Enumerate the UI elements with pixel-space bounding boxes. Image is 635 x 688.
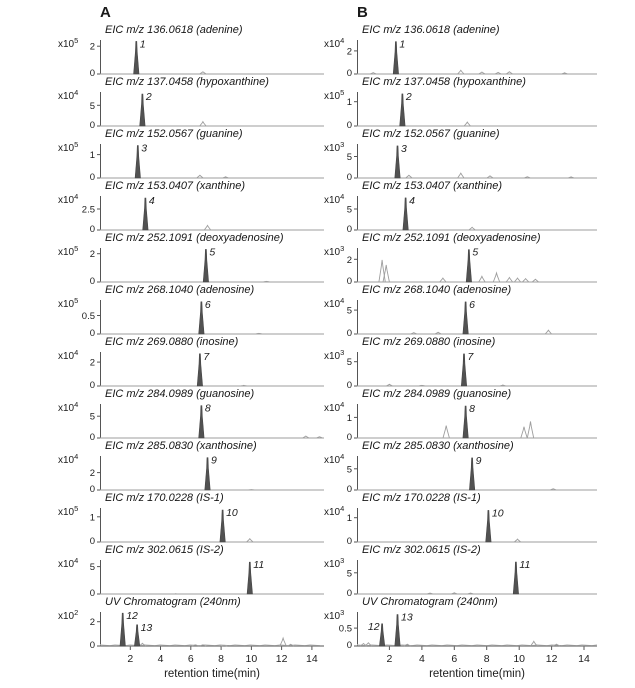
peak-number: 9 bbox=[211, 454, 217, 467]
x-tick-label: 4 bbox=[418, 653, 425, 665]
panel-plot bbox=[324, 141, 597, 180]
y-tick-label: 5 bbox=[346, 357, 352, 369]
peak-number: 2 bbox=[145, 91, 152, 104]
panel-plot bbox=[324, 609, 597, 648]
y-zero-label: 0 bbox=[89, 172, 95, 180]
y-scale-label: $x10^5$ bbox=[58, 37, 79, 50]
panel-title: EIC m/z 269.0880 (inosine) bbox=[362, 336, 496, 348]
peak bbox=[134, 625, 139, 646]
peak-number: 4 bbox=[409, 194, 415, 207]
panel-plot bbox=[58, 297, 324, 336]
peak-number: 11 bbox=[519, 559, 531, 572]
noise-peak bbox=[514, 278, 520, 282]
y-zero-label: 0 bbox=[89, 68, 95, 76]
chromatogram-panel bbox=[58, 24, 324, 76]
x-axis-block bbox=[324, 646, 597, 682]
chromatogram-panel bbox=[58, 544, 324, 596]
panel-title: EIC m/z 284.0989 (guanosine) bbox=[362, 388, 512, 400]
panel-plot bbox=[324, 505, 597, 544]
y-zero-label: 0 bbox=[346, 536, 352, 544]
peak-number: 13 bbox=[401, 611, 413, 624]
y-zero-label: 0 bbox=[346, 224, 352, 232]
y-zero-label: 0 bbox=[89, 224, 95, 232]
peak bbox=[247, 562, 252, 594]
chromatogram-panel bbox=[324, 284, 597, 336]
noise-peak bbox=[440, 278, 446, 282]
peak-number: 5 bbox=[472, 246, 479, 259]
panel-plot bbox=[324, 37, 597, 76]
x-tick-label: 6 bbox=[187, 653, 194, 665]
panel-plot bbox=[58, 245, 324, 284]
chromatogram-panel bbox=[58, 284, 324, 336]
y-tick-label: 0.5 bbox=[338, 623, 352, 635]
peak-number: 2 bbox=[405, 90, 412, 103]
y-scale-label: $x10^3$ bbox=[324, 557, 345, 570]
noise-peak bbox=[506, 278, 512, 283]
y-scale-label: $x10^5$ bbox=[58, 141, 79, 154]
peak bbox=[203, 249, 208, 282]
x-tick-label: 14 bbox=[306, 653, 318, 665]
y-tick-label: 2 bbox=[89, 41, 95, 53]
y-zero-label: 0 bbox=[346, 640, 352, 648]
y-zero-label: 0 bbox=[89, 588, 95, 596]
y-tick-label: 5 bbox=[89, 411, 95, 423]
panel-title: EIC m/z 152.0567 (guanine) bbox=[105, 128, 243, 140]
peak-number: 4 bbox=[148, 195, 155, 208]
panel-title: EIC m/z 153.0407 (xanthine) bbox=[362, 180, 503, 192]
peak bbox=[135, 146, 140, 178]
noise-peak bbox=[527, 422, 533, 439]
peak-number: 13 bbox=[140, 621, 153, 634]
peak bbox=[120, 613, 125, 646]
chromatogram-panel bbox=[58, 128, 324, 180]
panel-title: EIC m/z 268.1040 (adenosine) bbox=[362, 284, 512, 296]
chromatogram-panel bbox=[324, 388, 597, 440]
x-tick-label: 2 bbox=[127, 653, 134, 665]
panel-title: EIC m/z 268.1040 (adenosine) bbox=[105, 284, 255, 296]
panel-title: UV Chromatogram (240nm) bbox=[362, 596, 498, 608]
y-zero-label: 0 bbox=[89, 484, 95, 492]
chromatogram-panel bbox=[324, 596, 597, 648]
noise-peak bbox=[458, 70, 464, 74]
panel-plot bbox=[58, 193, 324, 232]
noise-peak bbox=[458, 173, 464, 178]
chromatogram-panel bbox=[324, 336, 597, 388]
panel-plot bbox=[324, 193, 597, 232]
y-zero-label: 0 bbox=[346, 432, 352, 440]
x-tick-label: 4 bbox=[157, 653, 164, 665]
y-tick-label: 2 bbox=[89, 249, 95, 261]
panel-plot bbox=[324, 297, 597, 336]
chromatogram-panel bbox=[324, 440, 597, 492]
chromatogram-panel bbox=[58, 492, 324, 544]
y-tick-label: 5 bbox=[346, 464, 352, 476]
y-tick-label: 5 bbox=[346, 305, 352, 317]
y-tick-label: 1 bbox=[346, 513, 352, 525]
y-zero-label: 0 bbox=[346, 484, 352, 492]
y-scale-label: $x10^4$ bbox=[324, 401, 345, 414]
y-zero-label: 0 bbox=[346, 328, 352, 336]
x-tick-label: 2 bbox=[386, 653, 393, 665]
x-axis bbox=[58, 646, 324, 682]
peak bbox=[143, 198, 148, 230]
column-a bbox=[58, 4, 324, 682]
y-zero-label: 0 bbox=[89, 328, 95, 336]
peak bbox=[393, 42, 398, 74]
chromatogram-panel bbox=[324, 232, 597, 284]
peak-number: 3 bbox=[141, 142, 148, 155]
panel-title: EIC m/z 285.0830 (xanthosine) bbox=[362, 440, 514, 452]
chromatogram-panel bbox=[58, 336, 324, 388]
y-tick-label: 1 bbox=[346, 97, 352, 109]
panel-plot bbox=[324, 89, 597, 128]
y-zero-label: 0 bbox=[346, 120, 352, 128]
y-tick-label: 5 bbox=[89, 562, 95, 574]
panel-title: EIC m/z 136.0618 (adenine) bbox=[362, 24, 500, 36]
panel-title: EIC m/z 302.0615 (IS-2) bbox=[105, 544, 224, 556]
peak-number: 1 bbox=[139, 38, 146, 51]
chromatogram-panel bbox=[324, 128, 597, 180]
y-scale-label: $x10^4$ bbox=[324, 37, 345, 50]
peak bbox=[379, 624, 384, 646]
y-zero-label: 0 bbox=[89, 536, 95, 544]
peak-number: 12 bbox=[126, 610, 138, 623]
noise-peak bbox=[479, 276, 485, 282]
noise-peak bbox=[493, 273, 499, 282]
noise-peak bbox=[521, 427, 527, 438]
y-scale-label: $x10^5$ bbox=[58, 245, 79, 258]
y-tick-label: 5 bbox=[89, 100, 95, 112]
y-zero-label: 0 bbox=[346, 588, 352, 596]
peak bbox=[140, 94, 145, 126]
x-tick-label: 12 bbox=[545, 653, 558, 665]
y-scale-label: $x10^3$ bbox=[324, 245, 345, 258]
x-tick-label: 10 bbox=[513, 653, 526, 665]
y-scale-label: $x10^5$ bbox=[58, 297, 79, 310]
column-label: B bbox=[357, 4, 368, 21]
y-scale-label: $x10^3$ bbox=[324, 609, 345, 622]
y-scale-label: $x10^4$ bbox=[324, 505, 345, 518]
panel-plot bbox=[58, 89, 324, 128]
peak bbox=[486, 510, 491, 542]
y-scale-label: $x10^4$ bbox=[58, 557, 79, 570]
x-tick-label: 10 bbox=[245, 653, 258, 665]
x-axis-title: retention time(min) bbox=[429, 668, 525, 680]
y-scale-label: $x10^4$ bbox=[324, 297, 345, 310]
peak-number: 8 bbox=[204, 402, 211, 415]
noise-peak bbox=[443, 426, 449, 438]
y-tick-label: 2 bbox=[89, 617, 95, 629]
noise-peak bbox=[379, 260, 385, 282]
chromatogram-panel bbox=[324, 544, 597, 596]
y-tick-label: 5 bbox=[346, 204, 352, 216]
panel-plot bbox=[324, 557, 597, 596]
peak bbox=[197, 354, 202, 386]
y-scale-label: $x10^4$ bbox=[58, 349, 79, 362]
column-b bbox=[324, 4, 597, 682]
peak bbox=[463, 302, 468, 334]
panel-plot bbox=[324, 349, 597, 388]
y-zero-label: 0 bbox=[89, 120, 95, 128]
panel-plot bbox=[58, 37, 324, 76]
panel-title: EIC m/z 137.0458 (hypoxanthine) bbox=[362, 76, 526, 88]
y-scale-label: $x10^2$ bbox=[58, 609, 79, 622]
panel-title: EIC m/z 252.1091 (deoxyadenosine) bbox=[362, 232, 541, 244]
y-tick-label: 2 bbox=[89, 357, 95, 369]
peak bbox=[466, 250, 471, 282]
y-tick-label: 5 bbox=[346, 568, 352, 580]
peak-number: 7 bbox=[467, 350, 474, 363]
panel-plot bbox=[58, 141, 324, 180]
panel-title: EIC m/z 284.0989 (guanosine) bbox=[105, 388, 255, 400]
peak-number: 12 bbox=[367, 620, 380, 633]
panel-plot bbox=[58, 401, 324, 440]
chromatogram-panel bbox=[58, 232, 324, 284]
peak-number: 10 bbox=[226, 507, 238, 519]
y-scale-label: $x10^4$ bbox=[324, 193, 345, 206]
peak bbox=[513, 562, 518, 594]
noise-peak bbox=[545, 330, 551, 334]
y-scale-label: $x10^4$ bbox=[58, 453, 79, 466]
panel-title: EIC m/z 170.0228 (IS-1) bbox=[105, 492, 224, 504]
panel-title: EIC m/z 252.1091 (deoxyadenosine) bbox=[105, 232, 284, 244]
y-zero-label: 0 bbox=[89, 640, 95, 648]
y-zero-label: 0 bbox=[346, 68, 352, 76]
y-zero-label: 0 bbox=[346, 276, 352, 284]
panel-title: EIC m/z 269.0880 (inosine) bbox=[105, 336, 239, 348]
x-tick-label: 8 bbox=[483, 653, 490, 665]
peak-number: 10 bbox=[491, 507, 504, 520]
noise-peak bbox=[522, 279, 528, 282]
chromatogram-panel bbox=[58, 388, 324, 440]
panel-title: EIC m/z 170.0228 (IS-1) bbox=[362, 492, 481, 504]
y-zero-label: 0 bbox=[346, 172, 352, 180]
panel-title: UV Chromatogram (240nm) bbox=[105, 596, 241, 608]
peak bbox=[400, 94, 405, 126]
peak bbox=[395, 615, 400, 647]
panel-plot bbox=[324, 401, 597, 440]
peak-number: 5 bbox=[209, 246, 216, 259]
panel-plot bbox=[58, 453, 324, 492]
chromatogram-panel bbox=[58, 596, 324, 648]
chromatogram-panel bbox=[58, 440, 324, 492]
peak-number: 1 bbox=[399, 38, 406, 51]
peak-number: 7 bbox=[203, 350, 210, 363]
peak-number: 9 bbox=[475, 454, 482, 467]
panel-title: EIC m/z 285.0830 (xanthosine) bbox=[105, 440, 257, 452]
y-zero-label: 0 bbox=[89, 276, 95, 284]
y-tick-label: 0.5 bbox=[81, 311, 95, 322]
y-tick-label: 1 bbox=[89, 150, 95, 162]
y-scale-label: $x10^5$ bbox=[58, 505, 79, 518]
peak bbox=[395, 146, 400, 178]
x-tick-label: 8 bbox=[218, 653, 225, 665]
chromatogram-panel bbox=[324, 76, 597, 128]
y-zero-label: 0 bbox=[89, 432, 95, 440]
panel-title: EIC m/z 152.0567 (guanine) bbox=[362, 128, 500, 140]
panel-title: EIC m/z 136.0618 (adenine) bbox=[105, 24, 243, 36]
y-tick-label: 2 bbox=[346, 254, 352, 266]
y-tick-label: 1 bbox=[346, 412, 352, 424]
y-scale-label: $x10^4$ bbox=[58, 89, 79, 102]
panel-title: EIC m/z 302.0615 (IS-2) bbox=[362, 544, 481, 556]
y-scale-label: $x10^4$ bbox=[58, 193, 79, 206]
y-tick-label: 2.5 bbox=[81, 204, 95, 216]
peak-number: 8 bbox=[469, 403, 475, 416]
y-scale-label: $x10^4$ bbox=[324, 453, 345, 466]
chromatogram-panel bbox=[324, 492, 597, 544]
panel-plot bbox=[58, 505, 324, 544]
x-tick-label: 12 bbox=[275, 653, 288, 665]
y-scale-label: $x10^4$ bbox=[58, 401, 79, 414]
panel-title: EIC m/z 137.0458 (hypoxanthine) bbox=[105, 76, 269, 88]
peak bbox=[403, 198, 408, 230]
peak-number: 11 bbox=[253, 559, 265, 572]
y-zero-label: 0 bbox=[346, 380, 352, 388]
y-tick-label: 5 bbox=[346, 152, 352, 163]
panel-plot bbox=[58, 609, 324, 648]
x-axis-title: retention time(min) bbox=[164, 668, 260, 680]
x-tick-label: 14 bbox=[578, 653, 590, 665]
peak bbox=[199, 302, 204, 334]
y-tick-label: 2 bbox=[346, 46, 352, 58]
panel-plot bbox=[58, 557, 324, 596]
peak-number: 6 bbox=[204, 298, 211, 311]
y-scale-label: $x10^3$ bbox=[324, 349, 345, 362]
peak-number: 3 bbox=[401, 142, 407, 155]
panel-plot bbox=[324, 245, 597, 284]
column-label: A bbox=[100, 4, 111, 21]
peak bbox=[220, 510, 225, 542]
panel-title: EIC m/z 153.0407 (xanthine) bbox=[105, 180, 246, 192]
peak bbox=[134, 41, 139, 74]
chromatogram-panel bbox=[58, 180, 324, 232]
y-tick-label: 2 bbox=[89, 468, 95, 480]
noise-peak bbox=[204, 225, 210, 230]
x-axis-block bbox=[58, 646, 324, 682]
x-tick-label: 6 bbox=[451, 653, 458, 665]
y-zero-label: 0 bbox=[89, 380, 95, 388]
peak bbox=[469, 458, 474, 490]
peak bbox=[461, 354, 466, 386]
x-axis bbox=[324, 646, 597, 682]
panel-plot bbox=[324, 453, 597, 492]
peak-number: 6 bbox=[469, 298, 475, 311]
noise-peak bbox=[200, 122, 206, 126]
panel-plot bbox=[58, 349, 324, 388]
y-tick-label: 1 bbox=[89, 512, 95, 524]
peak bbox=[199, 406, 204, 438]
chromatogram-panel bbox=[58, 76, 324, 128]
peak bbox=[463, 406, 468, 438]
y-scale-label: $x10^5$ bbox=[324, 89, 345, 102]
chromatogram-panel bbox=[324, 24, 597, 76]
chromatogram-panel bbox=[324, 180, 597, 232]
peak bbox=[205, 458, 210, 490]
y-scale-label: $x10^3$ bbox=[324, 141, 345, 154]
noise-peak bbox=[464, 122, 470, 126]
